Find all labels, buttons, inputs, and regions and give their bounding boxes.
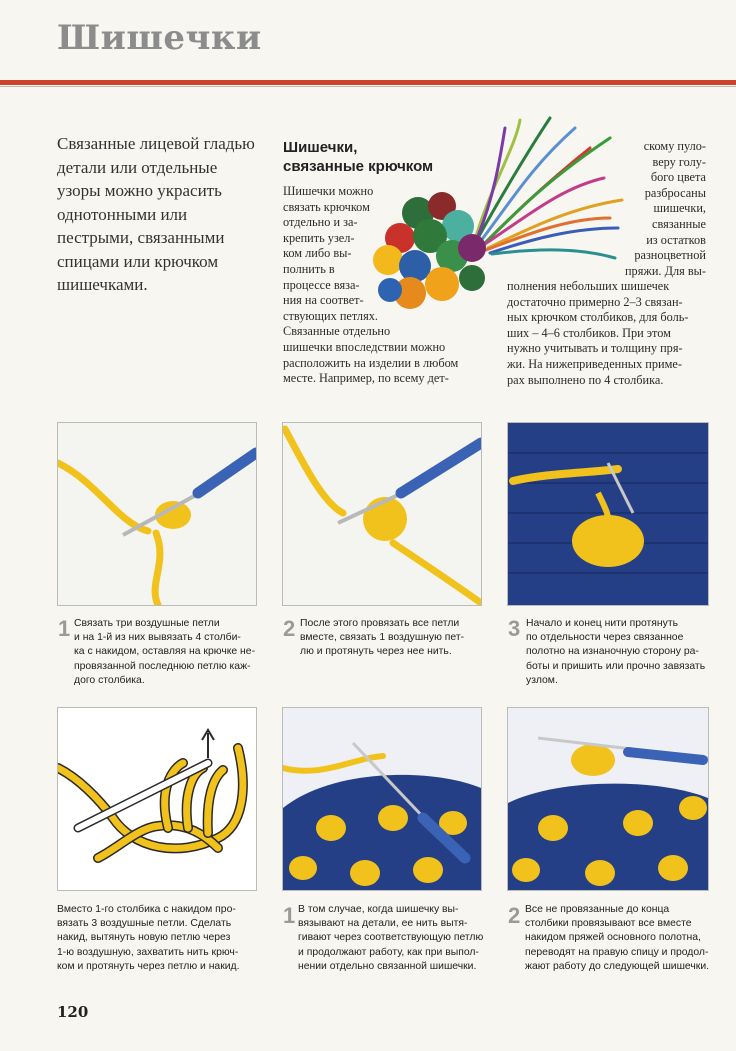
caption-line: столбики провязывают все вместе [525, 918, 692, 930]
text-line: месте. Например, по всему дет- [283, 371, 449, 386]
step-number: 1 [58, 616, 71, 641]
page-title: Шишечки [57, 18, 262, 58]
text-line: ствующих петлях. [283, 308, 378, 323]
intro-line: шишечками. [57, 275, 148, 294]
text-line: из остатков [646, 232, 706, 247]
caption-line: Вместо 1-го столбика с накидом про- [57, 904, 236, 915]
caption-line: вязать 3 воздушные петли. Сделать [57, 918, 232, 930]
step2-photo [282, 422, 482, 606]
step-caption [526, 617, 705, 688]
text-line: крепить узел- [283, 230, 355, 245]
caption-line: гивают через соответствующую петлю [298, 932, 484, 944]
caption-line: Связать три воздушные петли [74, 618, 220, 629]
caption-line: полотно на изнаночную сторону ра- [526, 646, 699, 658]
bobble-on-knit-photo [282, 707, 482, 891]
text-line: пряжи. Для вы- [624, 263, 706, 278]
step-number: 1 [283, 903, 296, 928]
caption-line: провязанной последнюю петлю каж- [74, 660, 251, 672]
chain-stitch-diagram [57, 707, 257, 891]
caption-line: После этого провязать все петли [300, 618, 460, 629]
step-caption [57, 903, 240, 974]
text-line: жи. На нижеприведенных приме- [507, 356, 682, 371]
bobble-finish-photo [507, 707, 709, 891]
text-line: рах выполнено по 4 столбика. [507, 372, 664, 387]
intro-line: пестрыми, связанными [57, 228, 225, 247]
step-caption [298, 903, 483, 974]
text-line: Связанные отдельно [283, 324, 391, 339]
caption-line: переводят на правую спицу и продол- [525, 946, 709, 958]
text-line: ных крючком столбиков, для боль- [507, 310, 689, 325]
intro-line: однотонными или [57, 204, 188, 224]
text-line: веру голу- [652, 154, 706, 169]
text-line: Шишечки можно [283, 184, 374, 198]
caption-line: Все не провязанные до конца [525, 904, 670, 915]
text-line: разноцветной [634, 248, 706, 263]
step-number: 2 [508, 903, 521, 928]
caption-line: узлом. [526, 674, 558, 686]
caption-line: жают работу до следующей шишечки. [525, 960, 710, 972]
caption-line: лю и протянуть через нее нить. [300, 646, 452, 658]
text-line: шишечки, [653, 201, 706, 216]
caption-line: вязывают на детали, ее нить вытя- [298, 918, 468, 930]
intro-line: детали или отдельные [57, 157, 218, 177]
intro-line: узоры можно украсить [57, 181, 222, 200]
text-line: связать крючком [283, 199, 370, 214]
header-rule-red [0, 80, 736, 85]
caption-line: накид, вытянуть новую петлю через [57, 932, 231, 944]
text-line: ших – 4–6 столбиков. При этом [507, 325, 671, 340]
page-number: 120 [57, 1003, 89, 1021]
caption-line: и продолжают работу, как при выпол- [298, 946, 479, 958]
text-line: ком либо вы- [283, 246, 352, 261]
caption-line: Начало и конец нити протянуть [526, 618, 679, 629]
step-caption [525, 903, 709, 974]
caption-line: ком и протянуть через петлю и накид. [57, 960, 240, 972]
caption-line: вместе, связать 1 воздушную пет- [300, 632, 465, 644]
text-line: ния на соответ- [283, 293, 364, 308]
text-line: полнения небольших шишечек [507, 279, 670, 293]
step3-photo [507, 422, 709, 606]
intro-line: Связанные лицевой гладью [57, 134, 255, 153]
caption-line: по отдельности через связанное [526, 632, 684, 644]
text-line: связанные [652, 216, 706, 231]
caption-line: дого столбика. [74, 674, 145, 686]
step1-photo [57, 422, 257, 606]
intro-paragraph [57, 132, 257, 297]
step-number: 3 [508, 616, 521, 641]
caption-line: боты и пришить или прочно завязать [526, 660, 706, 672]
caption-line: В том случае, когда шишечку вы- [298, 904, 459, 915]
step-caption [300, 617, 464, 660]
text-line: скому пуло- [643, 139, 706, 153]
section-heading-line: связанные крючком [283, 158, 434, 175]
step-caption [74, 617, 255, 688]
text-line: отдельно и за- [283, 215, 358, 230]
text-line: полнить в [283, 261, 335, 276]
section-heading-line: Шишечки, [283, 139, 358, 156]
text-line: процессе вяза- [283, 277, 360, 292]
text-line: расположить на изделии в любом [283, 355, 459, 370]
text-line: нужно учитывать и толщину пря- [507, 341, 683, 356]
caption-line: ка с накидом, оставляя на крючке не- [74, 646, 256, 658]
text-line: достаточно примерно 2–3 связан- [507, 294, 683, 309]
text-line: бого цвета [650, 170, 706, 185]
intro-line: спицами или крючком [57, 251, 219, 271]
caption-line: и на 1-й из них вывязать 4 столби- [74, 632, 241, 644]
text-line: шишечки впоследствии можно [283, 339, 446, 354]
step-number: 2 [283, 616, 296, 641]
caption-line: накидом пряжей основного полотна, [525, 932, 701, 944]
header-rule-grey [0, 86, 736, 87]
caption-line: нении отдельно связанной шишечки. [298, 960, 477, 972]
bobble-bouquet-illustration [360, 108, 630, 333]
caption-line: 1-ю воздушную, захватить нить крюч- [57, 946, 239, 958]
text-line: разбросаны [644, 185, 706, 200]
section-text-right-top [625, 139, 706, 279]
